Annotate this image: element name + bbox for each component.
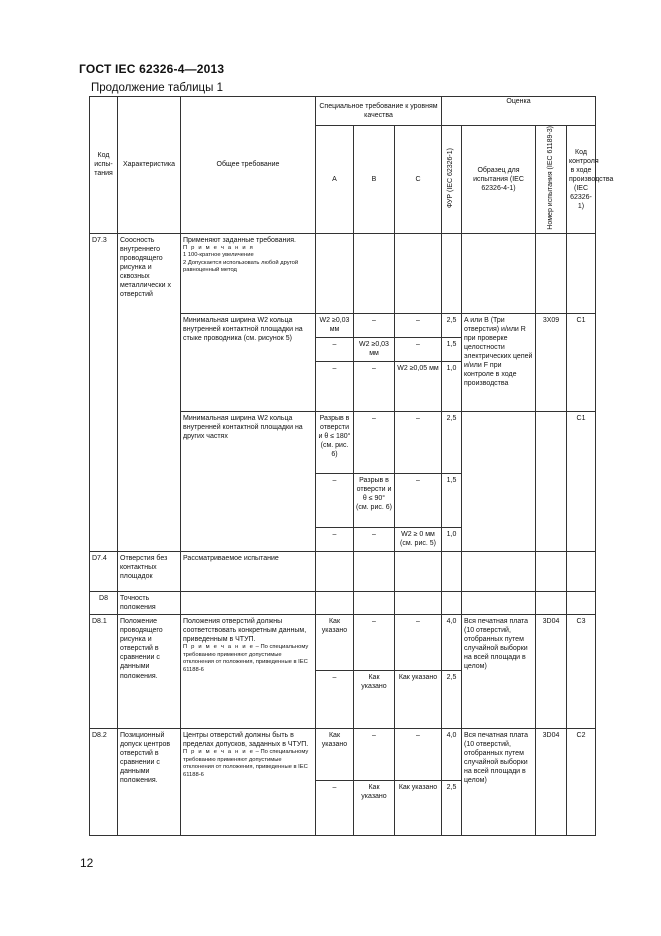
d73-r1-level-a: W2 ≥0,03 мм — [316, 313, 354, 337]
d82-control: C2 — [567, 728, 596, 835]
header-level-b: B — [354, 126, 395, 234]
d73-sample: A или B (Три отверстия) и/или R при проверке целостности электрических цепей и/или F при контроле в ходе производства — [462, 313, 536, 411]
d81-r1-level-a: Как указано — [316, 614, 354, 670]
d82-note-label: П р и м е ч а н и е — [183, 749, 255, 756]
d82-r2-fur: 2,5 — [442, 780, 462, 835]
d73-r2-level-a: – — [316, 337, 354, 361]
d73-general-title: Применяют заданные требования. — [183, 236, 296, 244]
d73-s2-fur: 1,5 — [442, 473, 462, 527]
d74-characteristic: Отверстия без контактных площадок — [118, 551, 181, 591]
d81-control: C3 — [567, 614, 596, 728]
d73-s2-level-b: Разрыв в отверсти и θ ≤ 90° (см. рис. 6) — [354, 473, 395, 527]
d81-r2-level-c: Как указано — [395, 670, 442, 728]
d82-r1-level-a: Как указано — [316, 728, 354, 780]
d73-s2-level-c: – — [395, 473, 442, 527]
header-fur-text: ФУР (IEC 62326-1) — [447, 147, 455, 208]
page-number: 12 — [80, 856, 94, 870]
d82-general-text: Центры отверстий должны быть в пределах допусков, заданных в ЧТУП. — [183, 731, 309, 749]
d81-r1-fur: 4,0 — [442, 614, 462, 670]
d73-requirement-1: Минимальная ширина W2 кольца внутренней контактной площадки на стыке проводника (см. рисунок 5) — [181, 313, 316, 411]
d73-r3-level-c: W2 ≥0,05 мм — [395, 361, 442, 411]
d73-s3-level-c: W2 ≥ 0 мм (см. рис. 5) — [395, 527, 442, 551]
header-special-requirement: Специальное требование к уровням качества — [316, 97, 442, 126]
d82-r2-level-a: – — [316, 780, 354, 835]
d81-general — [181, 614, 316, 728]
d73-s1-level-a: Разрыв в отверсти и θ ≤ 180° (см. рис. 6) — [316, 411, 354, 473]
d73-s1-level-b: – — [354, 411, 395, 473]
d73-r3-level-a: – — [316, 361, 354, 411]
header-level-a: A — [316, 126, 354, 234]
d73-r1-level-b: – — [354, 313, 395, 337]
d73-note-2: 2 Допускается использовать любой другой равноценный метод — [183, 259, 299, 274]
d73-r2-level-b: W2 ≥0,03 мм — [354, 337, 395, 361]
d73-control-2: C1 — [567, 411, 596, 551]
header-test-number — [536, 126, 567, 234]
d81-sample: Вся печатная плата (10 отверстий, отобранных путем случайной выборки на всей площади в целом) — [462, 614, 536, 728]
d73-s3-level-a: – — [316, 527, 354, 551]
d73-control-1: C1 — [567, 313, 596, 411]
d82-code: D8.2 — [90, 728, 118, 835]
d73-r3-fur: 1,0 — [442, 361, 462, 411]
d74-general: Рассматриваемое испытание — [181, 551, 316, 591]
d73-s1-fur: 2,5 — [442, 411, 462, 473]
d73-general — [181, 233, 316, 313]
d81-r2-fur: 2,5 — [442, 670, 462, 728]
d73-r2-level-c: – — [395, 337, 442, 361]
d8-characteristic: Точность положения — [118, 591, 181, 614]
d73-s1-level-c: – — [395, 411, 442, 473]
d82-characteristic: Позиционный допуск центров отверстий в сравнении с данными положения. — [118, 728, 181, 835]
header-fur — [442, 126, 462, 234]
d73-r1-fur: 2,5 — [442, 313, 462, 337]
header-characteristic: Характеристика — [118, 97, 181, 234]
d81-r1-level-c: – — [395, 614, 442, 670]
d73-r3-level-b: – — [354, 361, 395, 411]
d73-note-label: П р и м е ч а н и я — [183, 244, 254, 251]
d81-code: D8.1 — [90, 614, 118, 728]
d82-r1-level-c: – — [395, 728, 442, 780]
d73-s3-fur: 1,0 — [442, 527, 462, 551]
d74-code: D7.4 — [90, 551, 118, 591]
d81-r1-level-b: – — [354, 614, 395, 670]
header-general-requirement: Общее требование — [181, 97, 316, 234]
d81-characteristic: Положение проводящего рисунка и отверстий в сравнении с данными положения. — [118, 614, 181, 728]
header-code: Код испы-тания — [90, 97, 118, 234]
d82-general — [181, 728, 316, 835]
header-assessment: Оценка — [442, 97, 596, 126]
requirements-table — [89, 96, 614, 836]
d82-r2-level-b: Как указано — [354, 780, 395, 835]
d73-note-1: 1 100-кратное увеличение — [183, 252, 254, 259]
d73-r1-level-c: – — [395, 313, 442, 337]
d81-note-label: П р и м е ч а н и е — [183, 644, 255, 651]
d73-test-number: 3X09 — [536, 313, 567, 411]
d82-test-number: 3D04 — [536, 728, 567, 835]
d73-r2-fur: 1,5 — [442, 337, 462, 361]
d81-general-text: Положения отверстий должны соответствовать конкретным данным, приведенным в ЧТУП. — [183, 617, 307, 644]
header-control-code: Код контроля в ходе производства (IEC 62326-1) — [567, 126, 596, 234]
d82-r2-level-c: Как указано — [395, 780, 442, 835]
header-test-number-text: Номер испытания (IEC 61189-3) — [546, 126, 554, 230]
d81-test-number: 3D04 — [536, 614, 567, 728]
table-continuation-caption: Продолжение таблицы 1 — [91, 82, 224, 94]
d81-r2-level-b: Как указано — [354, 670, 395, 728]
document-header: ГОСТ IEC 62326-4—2013 — [79, 62, 225, 76]
d73-characteristic: Соосность внутреннего проводящего рисунка и сквозных металлически х отверстий — [118, 233, 181, 551]
d73-requirement-2: Минимальная ширина W2 кольца внутренней контактной площадки на других частях — [181, 411, 316, 551]
d73-s3-level-b: – — [354, 527, 395, 551]
d8-code: D8 — [90, 591, 118, 614]
d82-r1-fur: 4,0 — [442, 728, 462, 780]
d82-sample: Вся печатная плата (10 отверстий, отобранных путем случайной выборки на всей площади в целом) — [462, 728, 536, 835]
d81-r2-level-a: – — [316, 670, 354, 728]
d82-note: – По специальному требованию применяют допустимые отклонения от положения, приведенные в IEC 61188-6 — [183, 749, 309, 778]
header-sample: Образец для испытания (IEC 62326-4-1) — [462, 126, 536, 234]
header-level-c: C — [395, 126, 442, 234]
d81-note: – По специальному требованию применяют допустимые отклонения от положения, приведенные в IEC 61188-6 — [183, 644, 309, 673]
d73-code: D7.3 — [90, 233, 118, 551]
d82-r1-level-b: – — [354, 728, 395, 780]
d73-s2-level-a: – — [316, 473, 354, 527]
